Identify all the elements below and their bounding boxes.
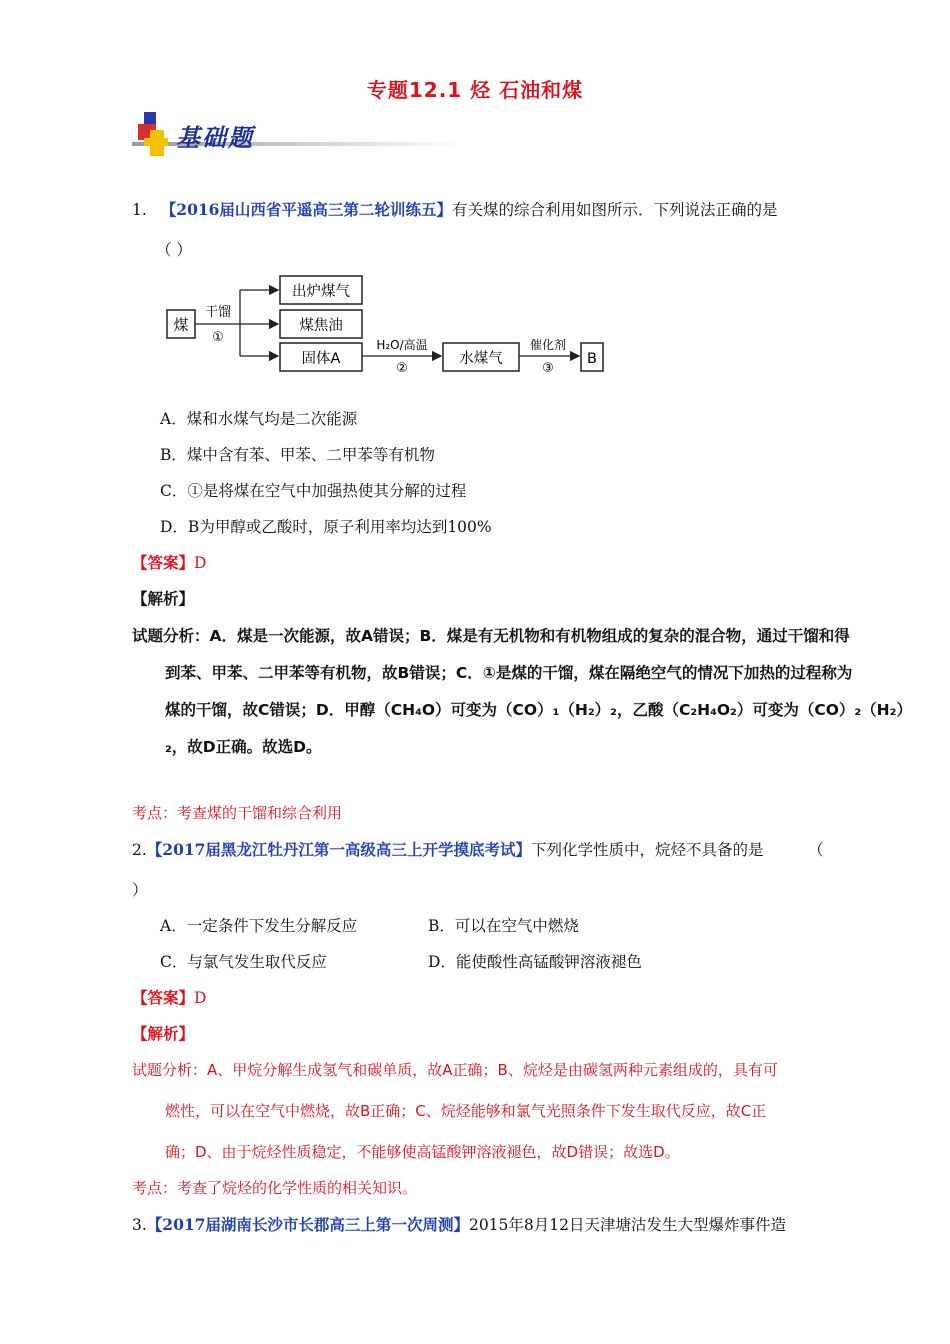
answer-value: D bbox=[194, 554, 207, 572]
coal-utilization-diagram bbox=[160, 268, 610, 378]
q2-analysis-line-3: 确；D、由于烷烃性质稳定，不能够使高锰酸钾溶液褪色，故D错误；故选D。 bbox=[165, 1143, 680, 1161]
q2-kaodian: 考点：考查了烷烃的化学性质的相关知识。 bbox=[132, 1179, 418, 1197]
question-stem: 有关煤的综合利用如图所示．下列说法正确的是 bbox=[451, 201, 778, 219]
coal-label: 煤 bbox=[173, 316, 189, 334]
question-number: 2. bbox=[132, 841, 147, 859]
question-number: 3. bbox=[132, 1216, 147, 1234]
dry-distillation-label: 干馏 bbox=[204, 305, 232, 320]
answer-label: 【答案】 bbox=[132, 988, 195, 1007]
question-number: 1. bbox=[132, 201, 147, 219]
q1-analysis-label: 【解析】 bbox=[132, 589, 195, 608]
q1-answer bbox=[132, 551, 206, 573]
q2-option-a: A．一定条件下发生分解反应 bbox=[160, 917, 358, 935]
q1-option-a: A．煤和水煤气均是二次能源 bbox=[160, 410, 358, 428]
answer-label: 【答案】 bbox=[132, 553, 195, 572]
question-stem: 2015年8月12日天津塘沽发生大型爆炸事件造 bbox=[468, 1216, 786, 1234]
q2-analysis-line-2: 燃性，可以在空气中燃烧，故B正确；C、烷烃能够和氯气光照条件下发生取代反应，故C正 bbox=[165, 1102, 767, 1120]
water-gas-label: 水煤气 bbox=[459, 351, 503, 367]
q2-paren-close: ） bbox=[132, 881, 148, 899]
question-1-header bbox=[132, 198, 777, 220]
output-1-label: 出炉煤气 bbox=[292, 284, 350, 300]
question-3-header bbox=[132, 1213, 786, 1235]
q1-kaodian: 考点：考查煤的干馏和综合利用 bbox=[132, 804, 343, 822]
h2o-high-temp-label: H₂O/高温 bbox=[376, 338, 428, 352]
page-title: 专题12.1 烃 石油和煤 bbox=[366, 78, 584, 102]
q2-analysis-label: 【解析】 bbox=[132, 1024, 195, 1043]
q1-option-c: C．①是将煤在空气中加强热使其分解的过程 bbox=[160, 482, 467, 500]
step-2-label: ② bbox=[396, 361, 408, 376]
q1-option-d: D．B为甲醇或乙酸时，原子利用率均达到100% bbox=[160, 518, 492, 536]
q2-paren-open: （ bbox=[808, 841, 824, 859]
section-badge bbox=[132, 108, 462, 166]
step-3-label: ③ bbox=[542, 361, 554, 376]
q1-analysis-line-1: 试题分析：A．煤是一次能源，故A错误；B．煤是有无机物和有机物组成的复杂的混合物，通过干馏和得 bbox=[132, 627, 850, 645]
question-2-header bbox=[132, 838, 763, 860]
section-badge-label: 基础题 bbox=[176, 123, 254, 152]
answer-value: D bbox=[194, 989, 207, 1007]
q1-analysis-line-4: ₂，故D正确。故选D。 bbox=[165, 738, 322, 756]
question-source: 【2017届湖南长沙市长郡高三上第一次周测】 bbox=[146, 1215, 469, 1234]
q2-answer bbox=[132, 986, 206, 1008]
q2-option-c: C．与氯气发生取代反应 bbox=[160, 953, 327, 971]
question-source: 【2017届黑龙江牡丹江第一高级高三上开学摸底考试】 bbox=[146, 840, 531, 859]
answer-paren: （ ） bbox=[156, 241, 192, 259]
q1-analysis-line-3: 煤的干馏，故C错误；D．甲醇（CH₄O）可变为（CO）₁（H₂）₂，乙酸（C₂H₄O₂）可变为（CO）₂（H₂） bbox=[165, 701, 912, 719]
output-2-label: 煤焦油 bbox=[299, 318, 343, 334]
product-label: B bbox=[587, 351, 597, 367]
output-3-label: 固体A bbox=[301, 351, 341, 367]
question-stem: 下列化学性质中，烷烃不具备的是 bbox=[530, 841, 764, 859]
q1-option-b: B．煤中含有苯、甲苯、二甲苯等有机物 bbox=[160, 446, 435, 464]
q2-option-d: D．能使酸性高锰酸钾溶液褪色 bbox=[428, 953, 642, 971]
q2-analysis-line-1: 试题分析：A、甲烷分解生成氢气和碳单质，故A正确；B、烷烃是由碳氢两种元素组成的，具有可 bbox=[132, 1061, 778, 1079]
q2-option-b: B．可以在空气中燃烧 bbox=[428, 917, 579, 935]
catalyst-label: 催化剂 bbox=[529, 338, 567, 352]
q1-analysis-line-2: 到苯、甲苯、二甲苯等有机物，故B错误；C．①是煤的干馏，煤在隔绝空气的情况下加热的过程称为 bbox=[165, 664, 853, 682]
question-source: 【2016届山西省平遥高三第二轮训练五】 bbox=[160, 200, 452, 219]
step-1-label: ① bbox=[212, 330, 224, 345]
